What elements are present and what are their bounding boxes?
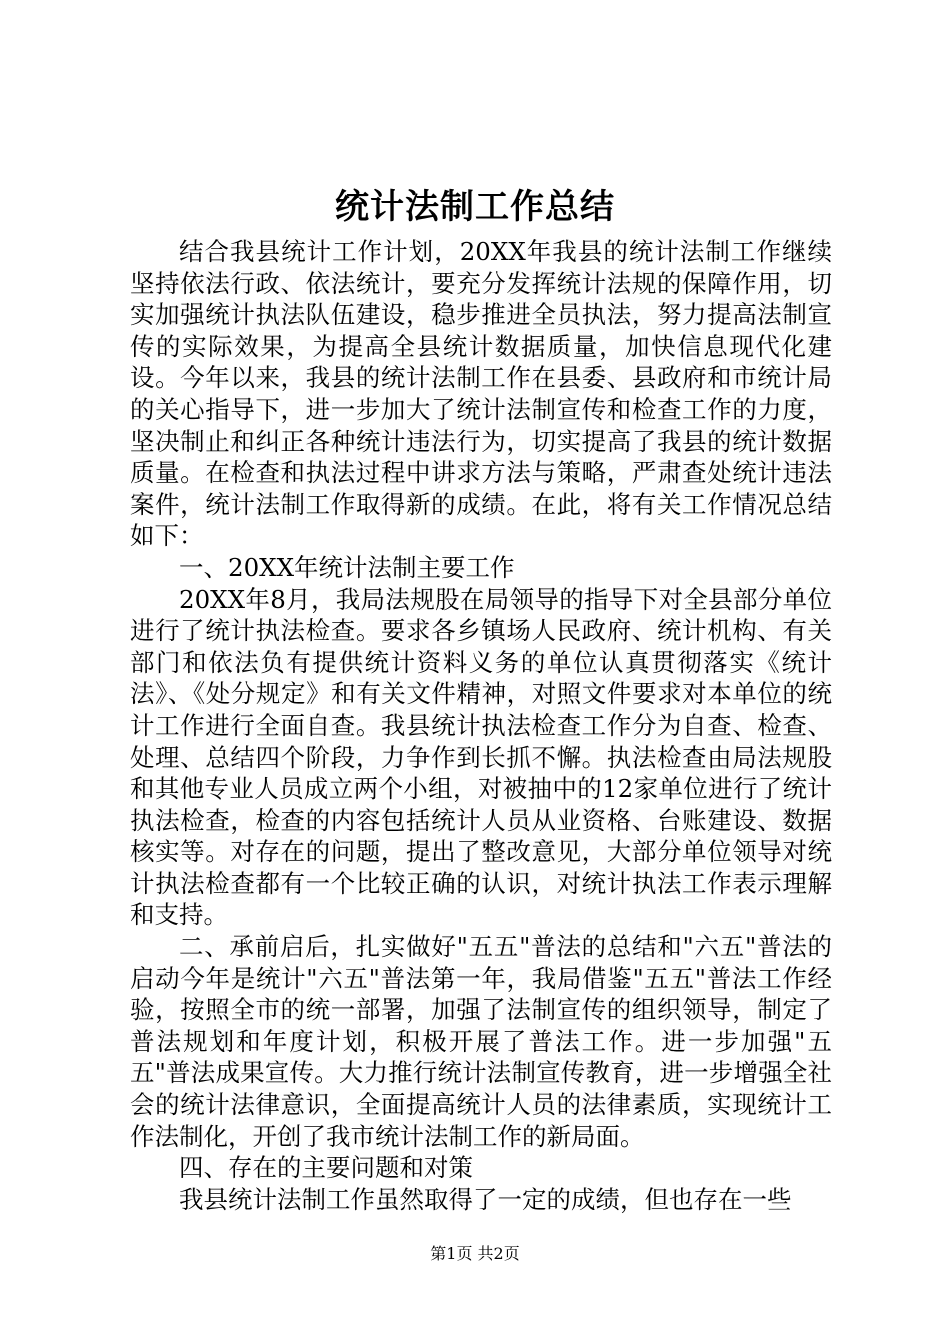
paragraph-section-2: 二、承前启后，扎实做好"五五"普法的总结和"六五"普法的启动今年是统计"六五"普法第一年，我局借鉴"五五"普法工作经验，按照全市的统一部署，加强了法制宣传的组织领导，制定了普法规划和年度计划，积极开展了普法工作。进一步加强"五五"普法成果宣传。大力推行统计法制宣传教育，进一步增强全社会的统计法律意识，全面提高统计人员的法律素质，实现统计工作法制化，开创了我市统计法制工作的新局面。 — [130, 932, 832, 1151]
section-heading-1: 一、20XX年统计法制主要工作 — [179, 552, 515, 582]
section-heading-4: 四、存在的主要问题和对策 — [179, 1153, 473, 1183]
page-footer: 第1页 共2页 — [430, 1244, 520, 1263]
document-title: 统计法制工作总结 — [335, 187, 615, 227]
paragraph-section-4: 我县统计法制工作虽然取得了一定的成绩，但也存在一些 — [179, 1184, 792, 1214]
document-body — [130, 236, 832, 1215]
paragraph-section-1: 20XX年8月，我局法规股在局领导的指导下对全县部分单位进行了统计执法检查。要求各乡镇场人民政府、统计机构、有关部门和依法负有提供统计资料义务的单位认真贯彻落实《统计法》、《处分规定》和有关文件精神，对照文件要求对本单位的统计工作进行全面自查。我县统计执法检查工作分为自查、检查、处理、总结四个阶段，力争作到长抓不懈。执法检查由局法规股和其他专业人员成立两个小组，对被抽中的12家单位进行了统计执法检查，检查的内容包括统计人员从业资格、台账建设、数据核实等。对存在的问题，提出了整改意见，大部分单位领导对统计执法检查都有一个比较正确的认识，对统计执法工作表示理解和支持。 — [130, 584, 832, 930]
paragraph-intro: 结合我县统计工作计划，20XX年我县的统计法制工作继续坚持依法行政、依法统计，要充分发挥统计法规的保障作用，切实加强统计执法队伍建设，稳步推进全员执法，努力提高法制宣传的实际效果，为提高全县统计数据质量，加快信息现代化建设。今年以来，我县的统计法制工作在县委、县政府和市统计局的关心指导下，进一步加大了统计法制宣传和检查工作的力度，坚决制止和纠正各种统计违法行为，切实提高了我县的统计数据质量。在检查和执法过程中讲求方法与策略，严肃查处统计违法案件，统计法制工作取得新的成绩。在此，将有关工作情况总结如下： — [130, 237, 832, 551]
